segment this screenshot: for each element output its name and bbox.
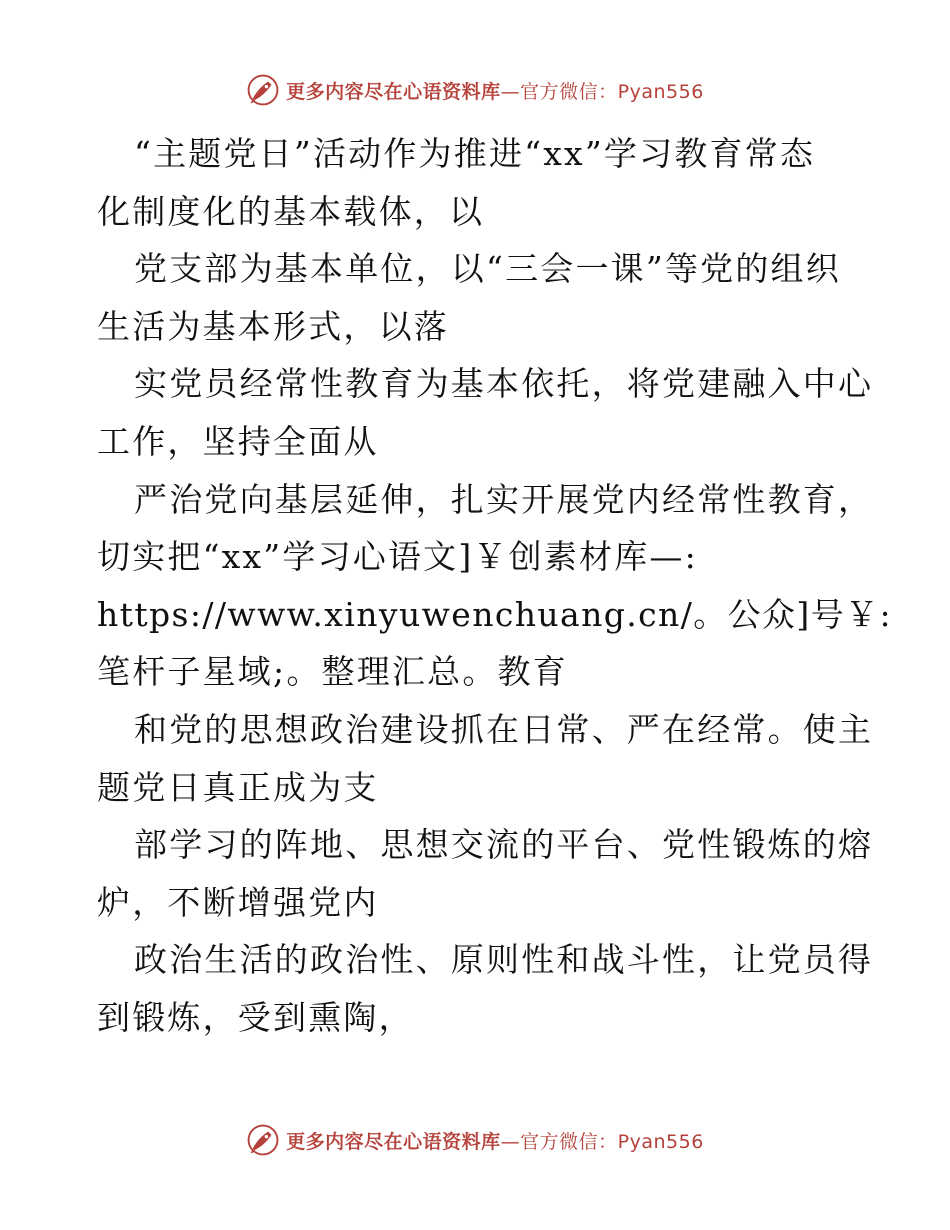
document-body [97, 125, 893, 1047]
text-line: 严治党向基层延伸，扎实开展党内经常性教育， [134, 479, 874, 519]
footer-banner [0, 1120, 950, 1160]
pen-logo-icon [246, 73, 280, 107]
footer-banner-inner [246, 1123, 704, 1157]
url-text-line: https://www.xinyuwenchuang.cn/。公众]号￥: [97, 594, 893, 634]
text-line: 工作，坚持全面从 [97, 421, 379, 461]
footer-banner-text [286, 1127, 704, 1154]
text-line: 生活为基本形式，以落 [97, 306, 449, 346]
text-line: 部学习的阵地、思想交流的平台、党性锻炼的熔 [134, 825, 874, 865]
text-line: 党支部为基本单位，以“三会一课”等党的组织 [134, 249, 841, 289]
text-line: 到锻炼，受到熏陶， [97, 997, 414, 1037]
header-banner-text [286, 77, 704, 104]
text-line: 政治生活的政治性、原则性和战斗性，让党员得 [134, 940, 874, 980]
header-banner [0, 70, 950, 110]
footer-banner-separator: — [500, 1130, 521, 1153]
text-line: 炉，不断增强党内 [97, 882, 379, 922]
header-banner-inner [246, 73, 704, 107]
header-banner-separator: — [500, 80, 521, 103]
header-banner-title: 更多内容尽在心语资料库 [286, 80, 501, 103]
text-line: 化制度化的基本载体，以 [97, 191, 485, 231]
pen-logo-icon [246, 1123, 280, 1157]
footer-banner-title: 更多内容尽在心语资料库 [286, 1130, 501, 1153]
header-banner-wechat: 官方微信：Pyan556 [520, 80, 704, 103]
text-line: 实党员经常性教育为基本依托，将党建融入中心 [134, 364, 874, 404]
footer-banner-wechat: 官方微信：Pyan556 [520, 1130, 704, 1153]
text-line: “主题党日”活动作为推进“xx”学习教育常态 [134, 134, 816, 173]
text-line: 切实把“xx”学习心语文]￥创素材库—: [97, 537, 698, 577]
text-line: 题党日真正成为支 [97, 767, 379, 807]
text-line: 和党的思想政治建设抓在日常、严在经常。使主 [134, 709, 874, 749]
text-line: 笔杆子星域;。整理汇总。教育 [97, 652, 568, 692]
